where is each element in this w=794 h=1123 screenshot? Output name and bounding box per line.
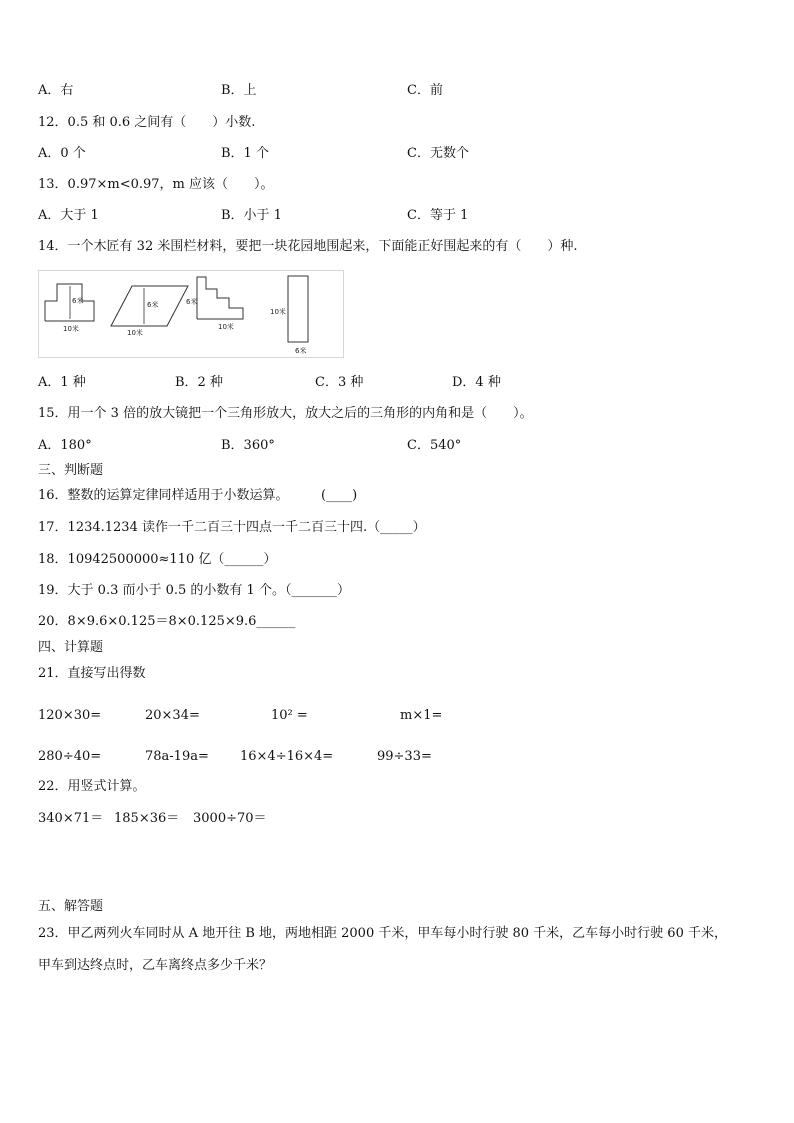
shape-1-height-label: 6米: [72, 297, 84, 305]
q18-text: 18．10942500000≈110 亿（______）: [38, 552, 277, 567]
q20-text: 20．8×9.6×0.125＝8×0.125×9.6______: [38, 614, 296, 629]
q22-item: 340×71＝: [38, 811, 104, 826]
q15-text: 15．用一个 3 倍的放大镜把一个三角形放大，放大之后的三角形的内角和是（ ）。: [38, 406, 533, 421]
section-4-heading: 四、计算题: [38, 640, 104, 655]
q14-figure: [38, 270, 344, 358]
shape-4-height-label: 10米: [270, 308, 286, 316]
q21-text: 21．直接写出得数: [38, 666, 146, 681]
q15-option-c: C．540°: [407, 438, 462, 453]
q14-option-b: B．2 种: [175, 375, 223, 390]
shape-3-outline: [197, 277, 243, 319]
q11-option-a: A．右: [38, 83, 74, 98]
q14-option-a: A．1 种: [38, 375, 86, 390]
shape-3-height-label: 6米: [186, 298, 198, 306]
q13-option-a: A．大于 1: [38, 208, 99, 223]
q23-text-line-1: 23．甲乙两列火车同时从 A 地开往 B 地，两地相距 2000 千米，甲车每小时行驶 80 千米，乙车每小时行驶 60 千米，: [38, 926, 727, 941]
section-5-heading: 五、解答题: [38, 899, 104, 914]
q22-text: 22．用竖式计算。: [38, 779, 146, 794]
q21-item: 280÷40=: [38, 749, 102, 764]
shape-4-width-label: 6米: [295, 347, 307, 355]
q12-option-b: B．1 个: [221, 146, 269, 161]
q21-item: 78a-19a=: [145, 749, 209, 764]
shape-2-height-label: 6米: [147, 301, 159, 309]
q12-option-a: A．0 个: [38, 146, 86, 161]
q15-option-a: A．180°: [38, 438, 92, 453]
shape-1-width-label: 10米: [63, 325, 79, 333]
shape-2-width-label: 10米: [127, 329, 143, 337]
q13-text: 13．0.97×m<0.97，m 应该（ ）。: [38, 177, 274, 192]
q14-option-d: D．4 种: [452, 375, 501, 390]
q12-option-c: C．无数个: [407, 146, 469, 161]
shape-4-outline: [288, 276, 308, 342]
q14-text: 14．一个木匠有 32 米围栏材料，要把一块花园地围起来，下面能正好围起来的有（ ）种.: [38, 239, 578, 254]
shape-1-outline: [45, 284, 94, 321]
q21-item: m×1=: [400, 708, 443, 723]
q16-text: 16．整数的运算定律同样适用于小数运算。 (____): [38, 488, 358, 503]
section-3-heading: 三、判断题: [38, 463, 104, 478]
q15-option-b: B．360°: [221, 438, 275, 453]
q21-item: 16×4÷16×4=: [240, 749, 334, 764]
q23-text-line-2: 甲车到达终点时，乙车离终点多少千米？: [38, 958, 273, 973]
q21-item: 20×34=: [145, 708, 200, 723]
q11-option-b: B．上: [221, 83, 257, 98]
q13-option-b: B．小于 1: [221, 208, 282, 223]
q21-item: 99÷33=: [377, 749, 432, 764]
q14-option-c: C．3 种: [315, 375, 364, 390]
q19-text: 19．大于 0.3 而小于 0.5 的小数有 1 个。（_______）: [38, 583, 350, 598]
q22-item: 185×36＝: [114, 811, 180, 826]
q13-option-c: C．等于 1: [407, 208, 469, 223]
q12-text: 12．0.5 和 0.6 之间有（ ）小数.: [38, 115, 256, 130]
q11-option-c: C．前: [407, 83, 443, 98]
q21-item: 10² =: [271, 708, 308, 723]
q22-item: 3000÷70＝: [193, 811, 267, 826]
q17-text: 17．1234.1234 读作一千二百三十四点一千二百三十四.（_____）: [38, 520, 426, 535]
q21-item: 120×30=: [38, 708, 102, 723]
shape-3-width-label: 10米: [218, 323, 234, 331]
